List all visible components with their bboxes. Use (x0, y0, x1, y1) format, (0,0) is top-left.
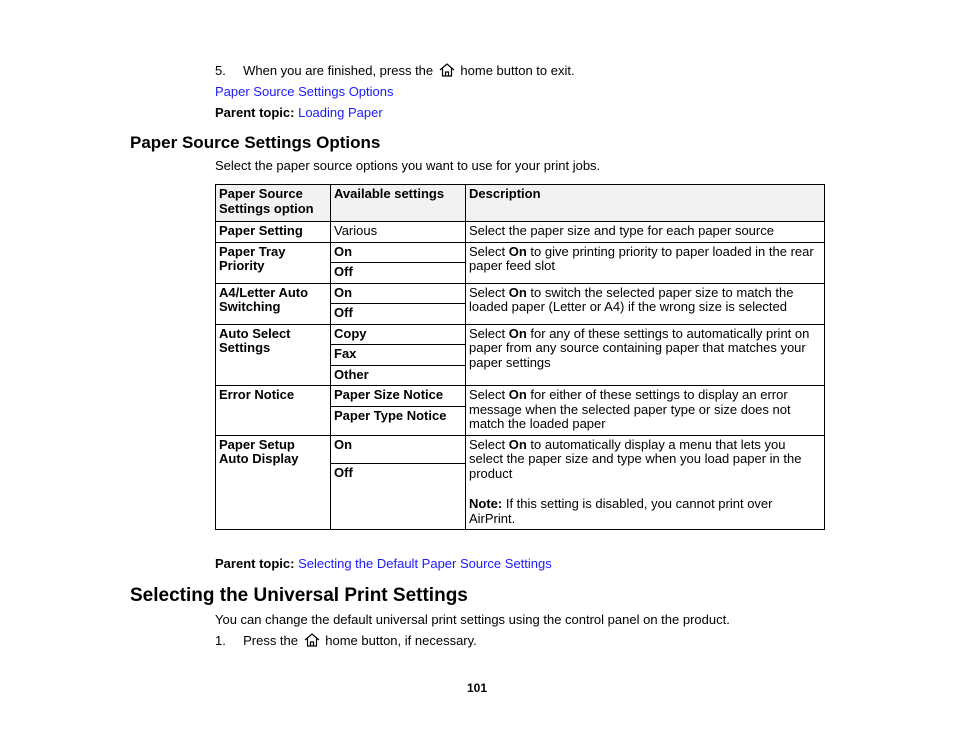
option-cell: Paper Setting (216, 222, 331, 243)
description-cell: Select On for any of these settings to automatically print on paper from any source containing paper that matches your paper settings (466, 324, 825, 386)
page-number: 101 (467, 681, 488, 695)
step-text-after: home button, if necessary. (325, 633, 477, 648)
description-cell: Select the paper size and type for each paper source (466, 222, 825, 243)
column-header: Description (466, 185, 825, 222)
step-text-after: home button to exit. (460, 63, 575, 78)
description-cell: Select On to give printing priority to paper loaded in the rear paper feed slot (466, 242, 825, 283)
parent-topic-1 (215, 105, 383, 120)
section-title-universal-print: Selecting the Universal Print Settings (130, 585, 468, 606)
description-cell: Select On to switch the selected paper size to match the loaded paper (Letter or A4) if the wrong size is selected (466, 283, 825, 324)
option-cell: Paper Setup Auto Display (216, 435, 331, 530)
value-cell: Paper Type Notice (331, 406, 466, 435)
value-cell: Off (331, 304, 466, 325)
parent-topic-2 (215, 556, 552, 571)
option-cell: Paper Tray Priority (216, 242, 331, 283)
parent-topic-label: Parent topic: (215, 105, 295, 120)
option-cell: Error Notice (216, 386, 331, 436)
value-cell: Other (331, 365, 466, 386)
step-number: 5. (215, 63, 226, 78)
description-cell: Select On for either of these settings to display an error message when the selected paper type or size does not match the loaded paper (466, 386, 825, 436)
value-cell: Fax (331, 345, 466, 366)
table-row (216, 435, 825, 464)
step-text-before: Press the (243, 633, 299, 648)
loading-paper-link[interactable]: Loading Paper (298, 105, 383, 120)
table-row (216, 222, 825, 243)
table-row (216, 242, 825, 263)
value-cell: On (331, 242, 466, 263)
note-text: If this setting is disabled, you cannot print over AirPrint. (469, 496, 773, 526)
value-cell: On (331, 283, 466, 304)
home-icon (439, 63, 455, 77)
value-cell: On (331, 435, 466, 464)
column-header: Available settings (331, 185, 466, 222)
value-cell: Copy (331, 324, 466, 345)
note-label: Note: (469, 496, 503, 511)
table-row (216, 386, 825, 407)
option-cell: A4/Letter Auto Switching (216, 283, 331, 324)
value-cell: Off (331, 464, 466, 530)
table-row (216, 283, 825, 304)
default-paper-source-link[interactable]: Selecting the Default Paper Source Settings (298, 556, 552, 571)
table-row (216, 324, 825, 345)
section-intro-paper-source: Select the paper source options you want to use for your print jobs. (215, 158, 601, 173)
column-header: Paper Source Settings option (216, 185, 331, 222)
step-text-before: When you are finished, press the (243, 63, 434, 78)
value-cell: Paper Size Notice (331, 386, 466, 407)
table-header-row (216, 185, 825, 222)
value-cell: Various (331, 222, 466, 243)
paper-source-options-link[interactable]: Paper Source Settings Options (215, 84, 394, 99)
home-icon (304, 633, 320, 647)
value-cell: Off (331, 263, 466, 284)
step-number: 1. (215, 633, 226, 648)
section-intro-universal-print: You can change the default universal print settings using the control panel on the product. (215, 612, 730, 627)
step-5 (215, 63, 575, 78)
description-cell: Select On to automatically display a menu that lets you select the paper size and type when you load paper in the product Note: If this setting is disabled, you cannot print over AirPrint. (466, 435, 825, 530)
option-cell: Auto Select Settings (216, 324, 331, 386)
parent-topic-label: Parent topic: (215, 556, 295, 571)
settings-table (215, 184, 825, 530)
section-title-paper-source: Paper Source Settings Options (130, 133, 381, 152)
step-1 (215, 633, 477, 648)
